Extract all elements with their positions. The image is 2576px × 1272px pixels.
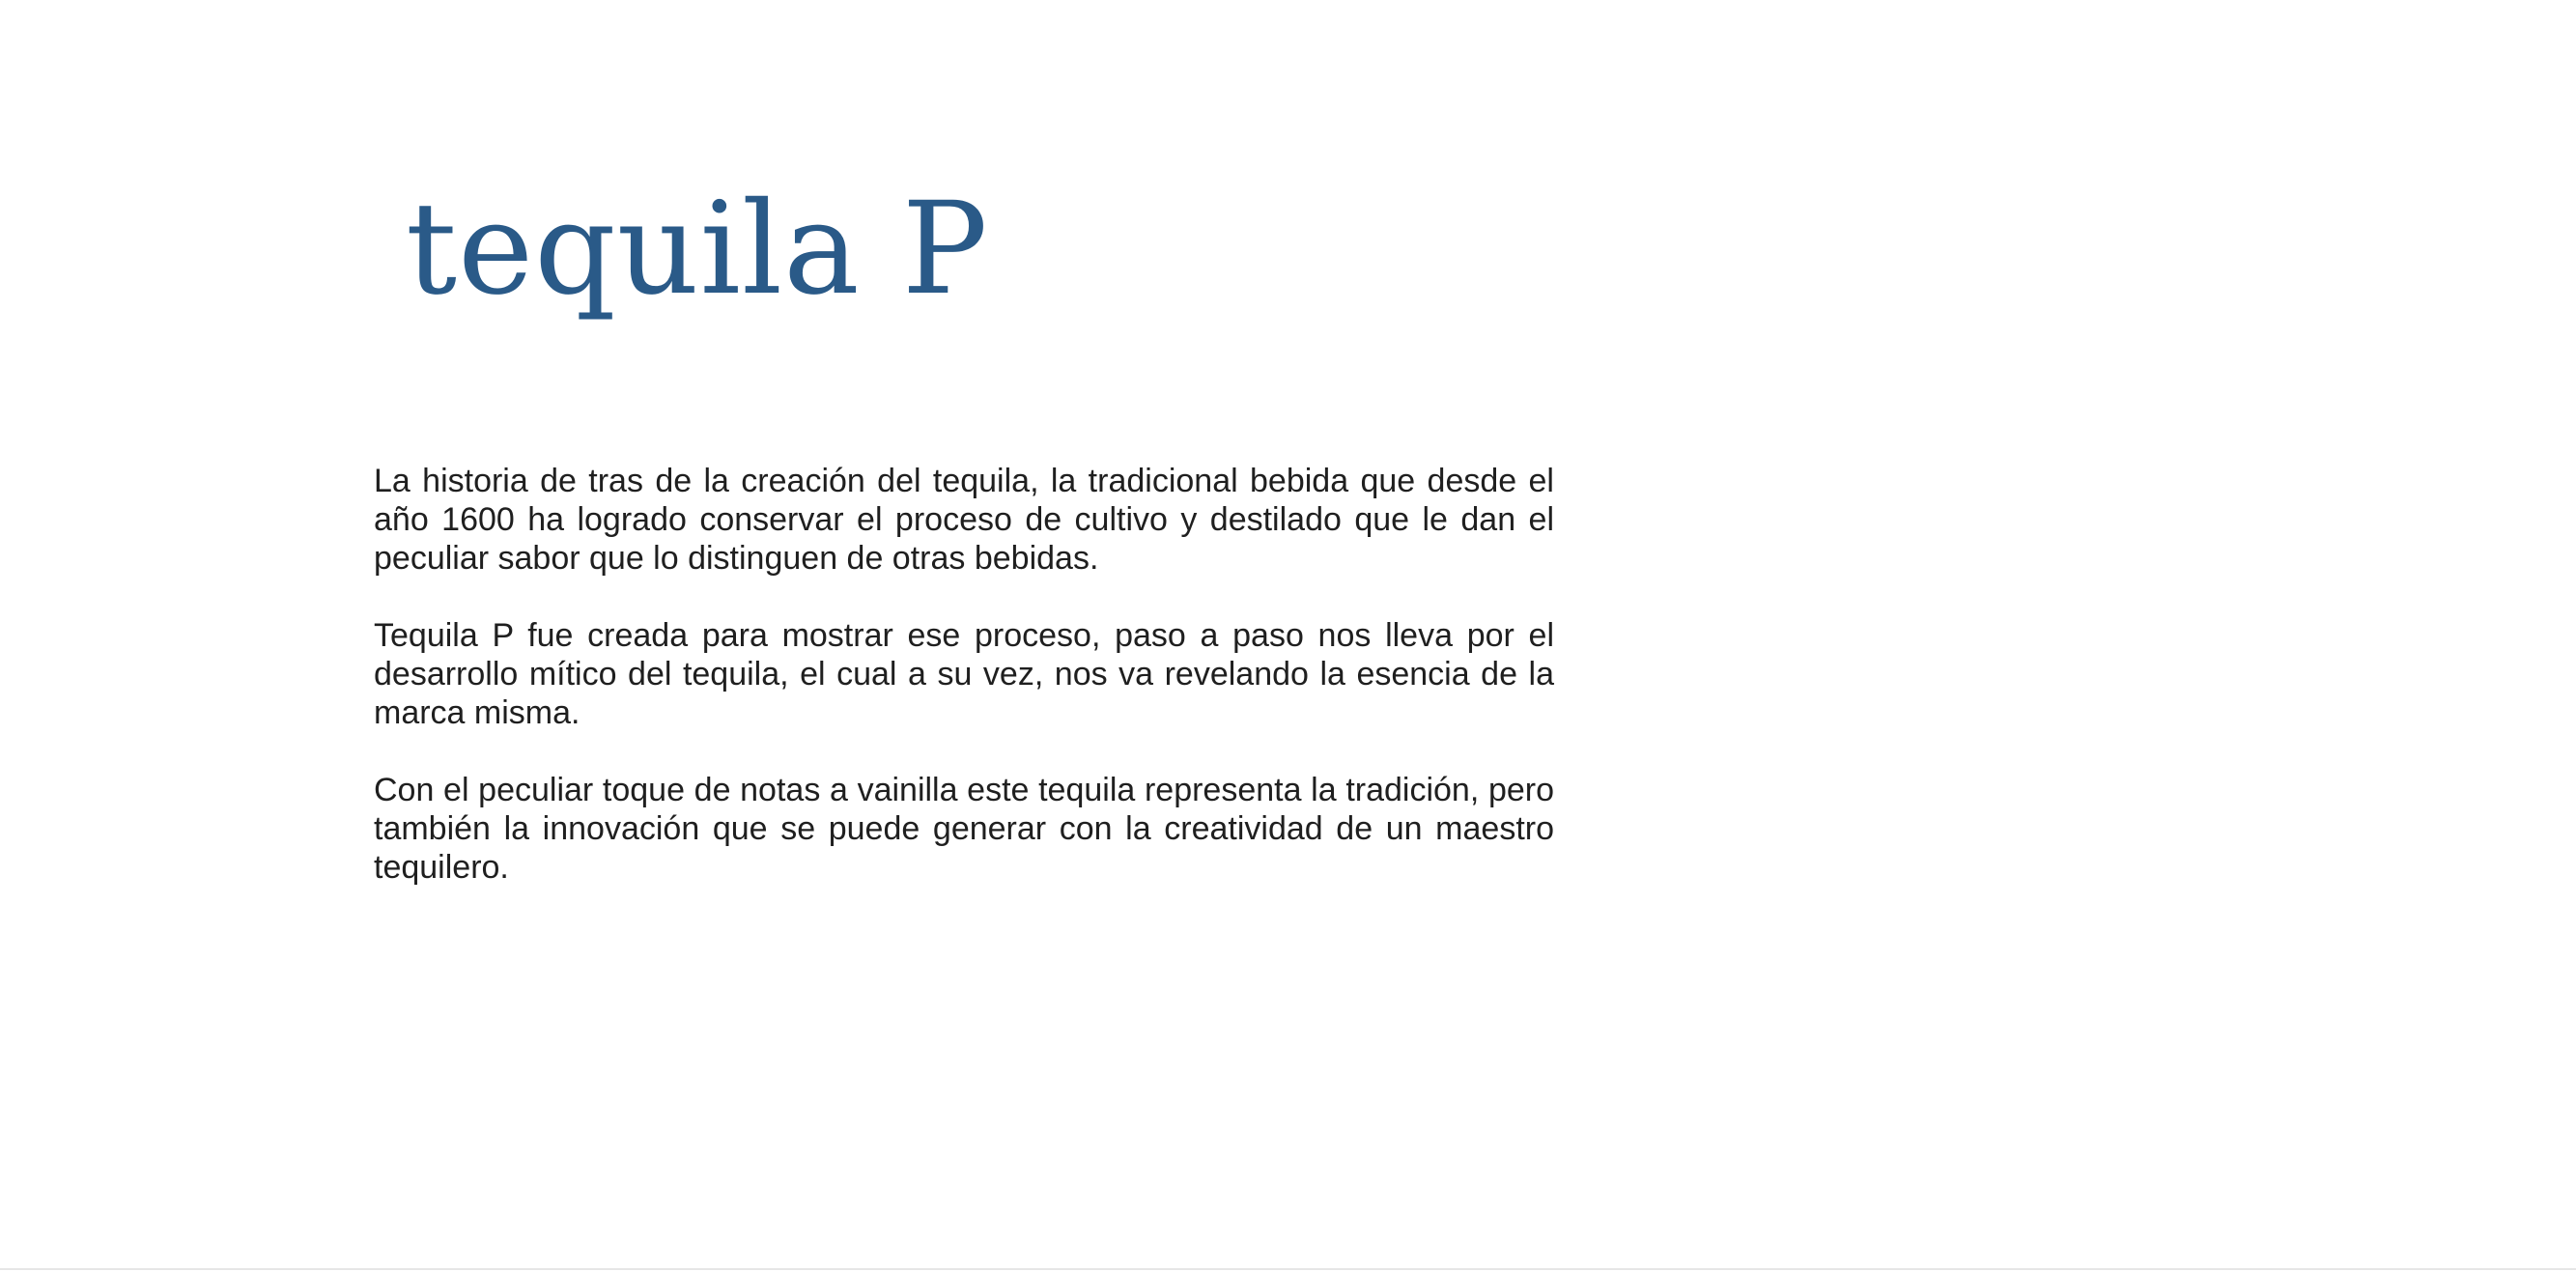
paragraph-vanilla-notes: Con el peculiar toque de notas a vainilla este tequila representa la tradición, pero también la innovación que se puede generar con la creatividad de un maestro tequilero. bbox=[374, 772, 1554, 886]
paragraph-process: Tequila P fue creada para mostrar ese proceso, paso a paso nos lleva por el desarrollo mítico del tequila, el cual a su vez, nos va revelando la esencia de la marca misma. bbox=[374, 617, 1554, 731]
brand-title: tequila P bbox=[406, 175, 989, 324]
description-text-block bbox=[374, 462, 1554, 887]
paragraph-history: La historia de tras de la creación del tequila, la tradicional bebida que desde el año 1600 ha logrado conservar el proceso de cultivo y destilado que le dan el peculiar sabor que lo distinguen de otras bebidas. bbox=[374, 463, 1554, 577]
